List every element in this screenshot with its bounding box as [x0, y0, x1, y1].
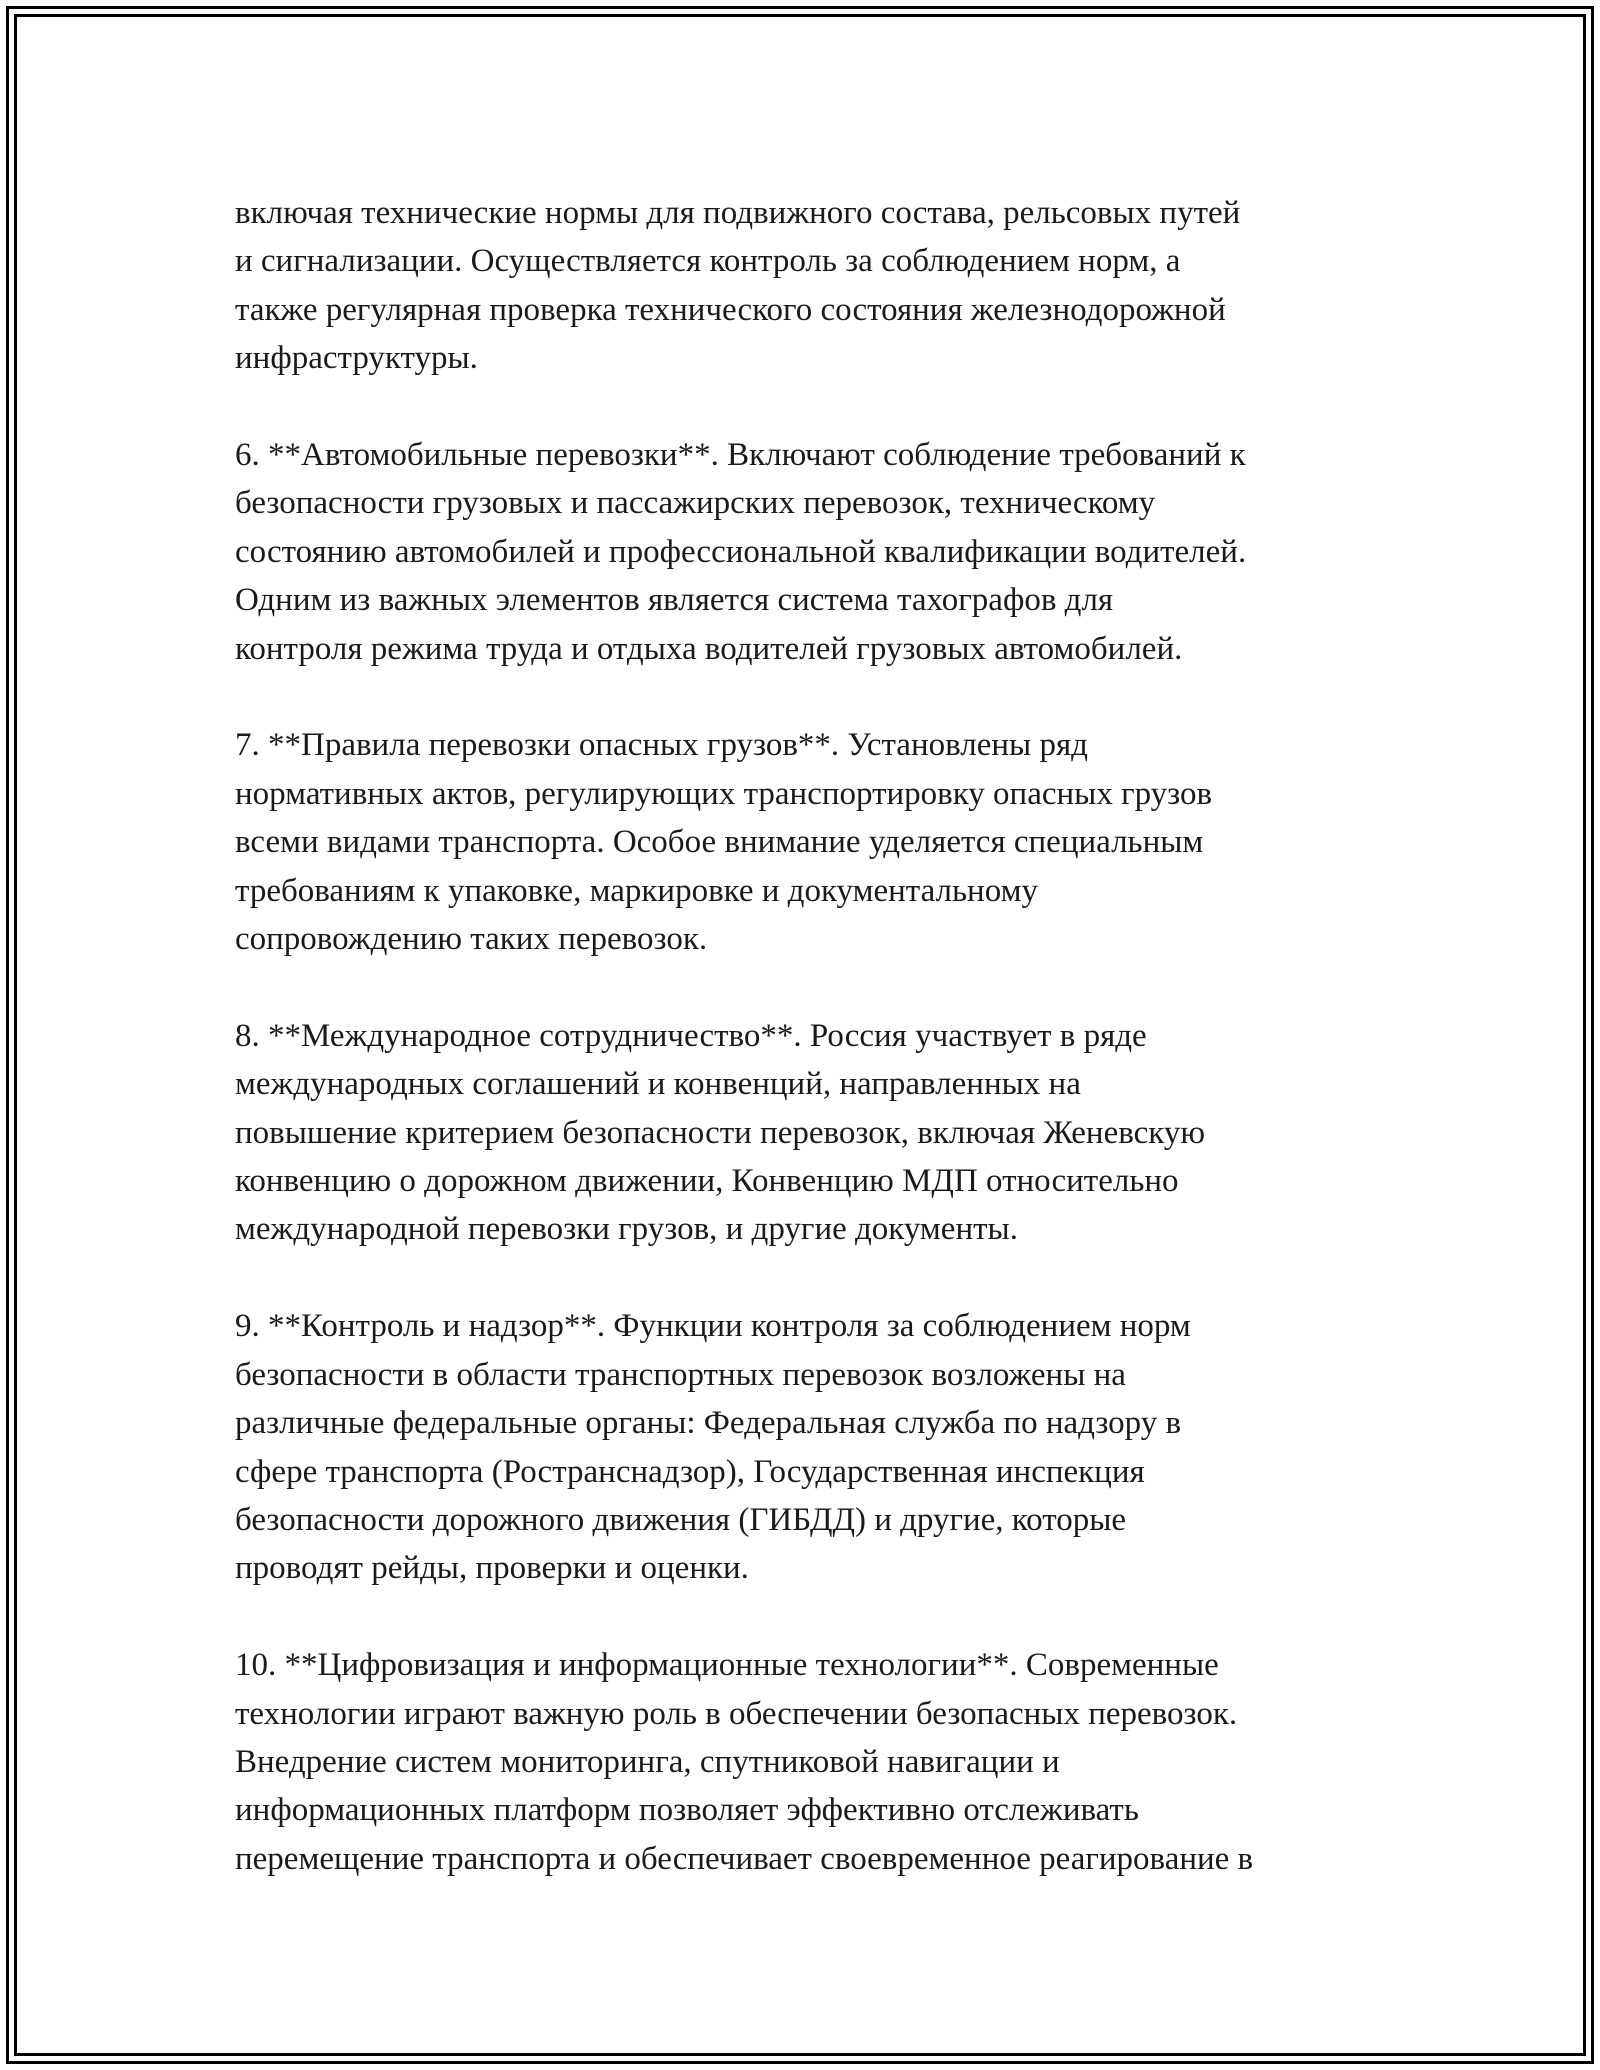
document-body — [235, 189, 1375, 1883]
text-line: безопасности дорожного движения (ГИБДД) и другие, которые — [235, 1501, 1127, 1538]
text-line: сопровождению таких перевозок. — [235, 921, 708, 958]
text-line: безопасности грузовых и пассажирских перевозок, техническому — [235, 485, 1156, 522]
text-line: Внедрение систем мониторинга, спутниковой навигации и — [235, 1743, 1060, 1780]
text-line: и сигнализации. Осуществляется контроль за соблюдением норм, а — [235, 243, 1181, 280]
text-line: информационных платформ позволяет эффективно отслеживать — [235, 1792, 1139, 1829]
paragraph-item-9 — [235, 1302, 1375, 1592]
text-line: всеми видами транспорта. Особое внимание уделяется специальным — [235, 824, 1204, 861]
text-line: требованиям к упаковке, маркировке и документальному — [235, 872, 1038, 909]
text-line: включая технические нормы для подвижного состава, рельсовых путей — [235, 195, 1241, 231]
text-line: перемещение транспорта и обеспечивает своевременное реагирование в — [235, 1840, 1254, 1877]
text-line: международной перевозки грузов, и другие документы. — [235, 1211, 1018, 1248]
text-line: также регулярная проверка технического состояния железнодорожной — [235, 291, 1226, 328]
text-line: инфраструктуры. — [235, 340, 478, 377]
text-line: безопасности в области транспортных перевозок возложены на — [235, 1356, 1126, 1393]
text-line: конвенцию о дорожном движении, Конвенцию МДП относительно — [235, 1163, 1179, 1200]
paragraph-item-7 — [235, 721, 1375, 963]
paragraph-continuation — [235, 189, 1375, 383]
text-line: Одним из важных элементов является система тахографов для — [235, 582, 1114, 619]
text-line: состоянию автомобилей и профессиональной квалификации водителей. — [235, 533, 1247, 570]
paragraph-item-10 — [235, 1641, 1375, 1883]
paragraph-item-6 — [235, 431, 1375, 673]
text-line: нормативных актов, регулирующих транспортировку опасных грузов — [235, 775, 1213, 812]
text-line: технологии играют важную роль в обеспечении безопасных перевозок. — [235, 1695, 1238, 1732]
text-line: 6. **Автомобильные перевозки**. Включают соблюдение требований к — [235, 437, 1246, 474]
text-line: 7. **Правила перевозки опасных грузов**. Установлены ряд — [235, 727, 1088, 764]
text-line: 8. **Международное сотрудничество**. Россия участвует в ряде — [235, 1017, 1147, 1054]
text-line: проводят рейды, проверки и оценки. — [235, 1550, 749, 1587]
text-line: различные федеральные органы: Федеральная служба по надзору в — [235, 1405, 1182, 1442]
text-line: контроля режима труда и отдыха водителей грузовых автомобилей. — [235, 630, 1183, 667]
text-line: сфере транспорта (Ространснадзор), Государственная инспекция — [235, 1453, 1145, 1490]
text-line: 10. **Цифровизация и информационные технологии**. Современные — [235, 1647, 1219, 1684]
text-line: повышение критерием безопасности перевозок, включая Женевскую — [235, 1114, 1205, 1151]
paragraph-item-8 — [235, 1012, 1375, 1254]
text-line: международных соглашений и конвенций, направленных на — [235, 1066, 1081, 1103]
text-line: 9. **Контроль и надзор**. Функции контроля за соблюдением норм — [235, 1308, 1191, 1345]
